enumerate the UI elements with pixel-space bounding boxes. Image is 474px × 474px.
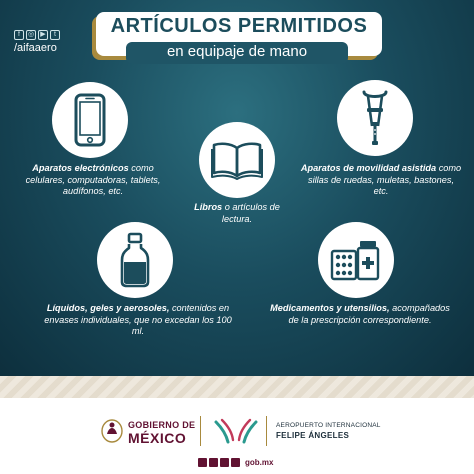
footer-divider-2	[266, 416, 267, 446]
footer-divider	[200, 416, 201, 446]
youtube-icon[interactable]	[231, 458, 240, 467]
liquids-title: Líquidos, geles y aerosoles,	[46, 303, 170, 313]
book-icon	[210, 140, 264, 180]
mobility-title: Aparatos de movilidad asistida	[300, 163, 437, 173]
instagram-icon[interactable]	[220, 458, 229, 467]
medicine-title: Medicamentos y utensilios,	[270, 303, 390, 313]
medicine-icon	[330, 239, 382, 281]
twitter-icon[interactable]	[209, 458, 218, 467]
medicine-circle	[318, 222, 394, 298]
books-circle	[199, 122, 275, 198]
electronics-caption	[14, 163, 172, 198]
twitter-icon[interactable]: t	[50, 30, 60, 40]
subtitle-box	[126, 42, 348, 64]
liquids-desc: contenidos en envases individuales, que no excedan los 100 ml.	[44, 303, 232, 336]
facebook-icon[interactable]	[198, 458, 207, 467]
gob-line2: MÉXICO	[128, 430, 187, 446]
footer-social-icons	[198, 458, 273, 467]
medicine-desc: acompañados de la prescripción correspondiente.	[288, 303, 450, 325]
facebook-icon[interactable]: f	[14, 30, 24, 40]
books-title: Libros	[194, 202, 223, 212]
books-desc: o artículos de lectura.	[221, 202, 280, 224]
liquids-caption	[42, 303, 234, 338]
smartphone-icon	[70, 93, 110, 147]
page-title: ARTÍCULOS PERMITIDOS	[110, 15, 368, 37]
page-subtitle: en equipaje de mano	[166, 43, 308, 60]
social-handle: /aifaaero	[14, 42, 57, 54]
gob-line1: GOBIERNO DE	[128, 420, 196, 430]
gob-url[interactable]: gob.mx	[245, 458, 274, 467]
mobility-caption	[300, 163, 462, 198]
liquids-circle	[97, 222, 173, 298]
books-caption	[182, 202, 292, 225]
crutch-icon	[355, 88, 395, 148]
aifa-line1: AEROPUERTO INTERNACIONAL	[276, 422, 381, 429]
mexico-seal-logo	[100, 416, 124, 444]
mobility-desc: como sillas de ruedas, muletas, bastones, etc.	[307, 163, 462, 196]
header-social-icons	[14, 30, 60, 40]
electronics-desc: como celulares, computadoras, tablets, audífonos, etc.	[25, 163, 161, 196]
aifa-logo	[212, 418, 260, 444]
footer	[0, 398, 474, 474]
electronics-title: Aparatos electrónicos	[32, 163, 129, 173]
footer-pattern	[0, 376, 474, 398]
mobility-circle	[337, 80, 413, 156]
electronics-circle	[52, 82, 128, 158]
medicine-caption	[268, 303, 452, 326]
instagram-icon[interactable]: ◎	[27, 31, 35, 38]
youtube-icon[interactable]: ▶	[38, 30, 48, 40]
bottle-icon	[118, 232, 152, 288]
aifa-line2: FELIPE ÁNGELES	[276, 431, 350, 440]
